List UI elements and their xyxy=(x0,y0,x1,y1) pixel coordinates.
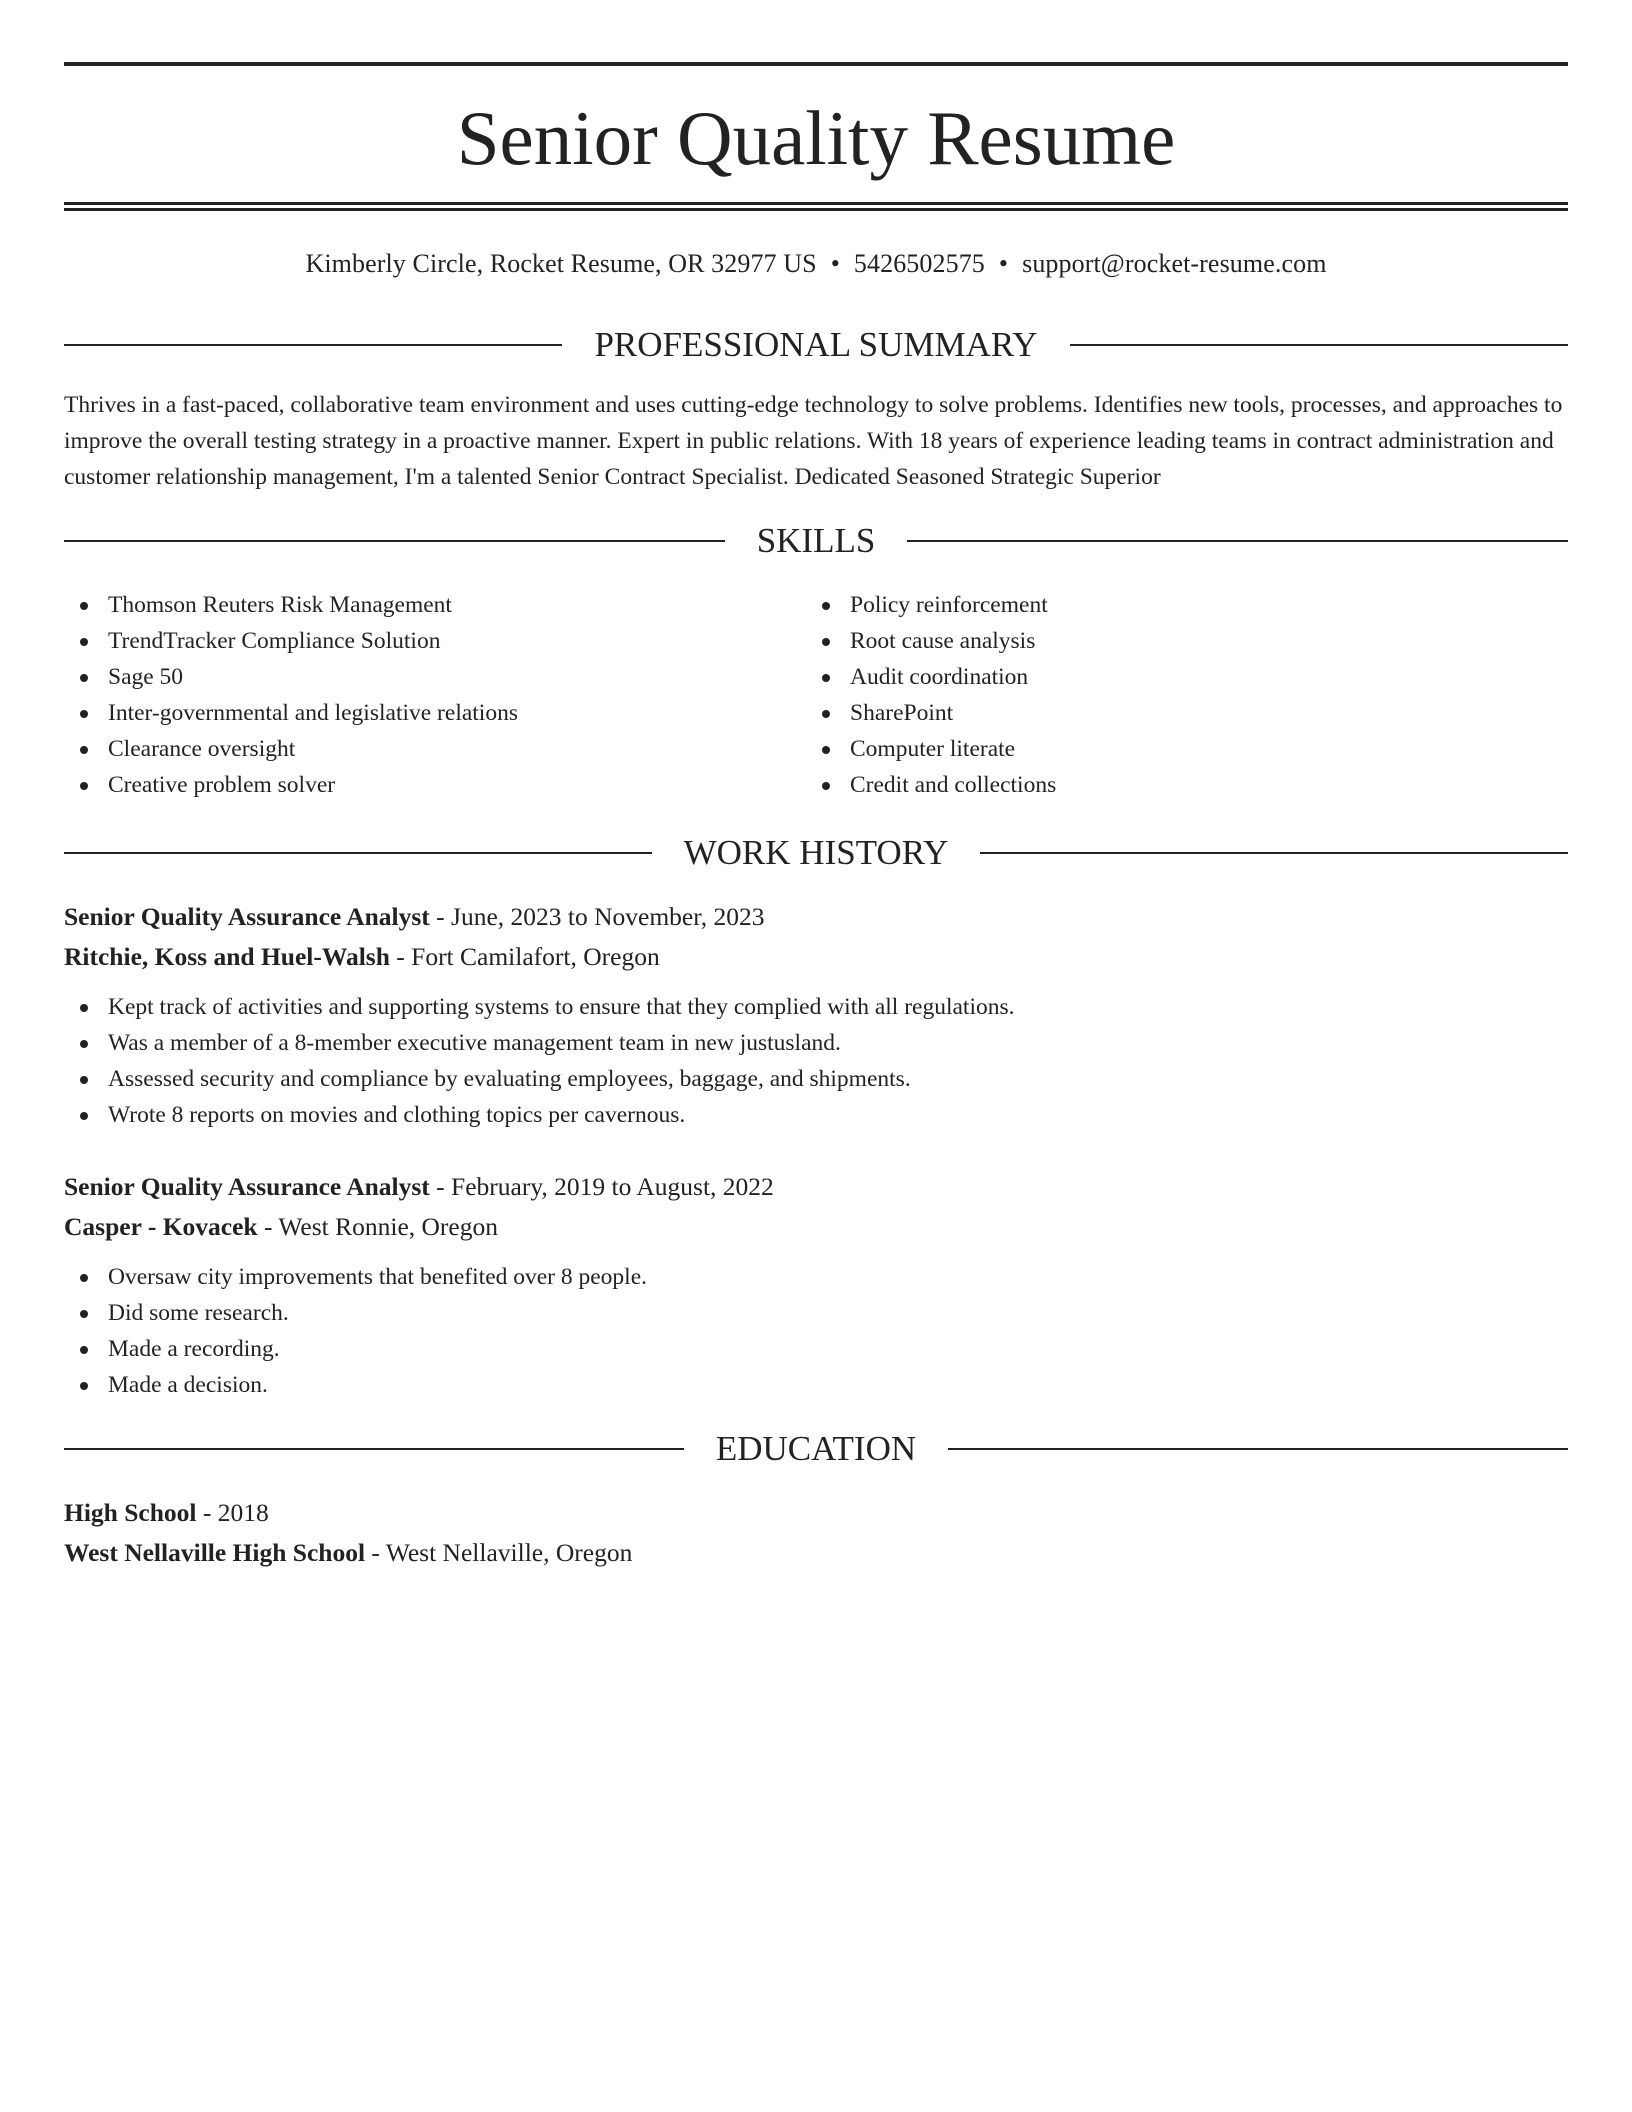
summary-text: Thrives in a fast-paced, collaborative team environment and uses cutting-edge technology to solve problems. Identifies new tools, processes, and approaches to improve the overall testing strategy in a proactive manner. Expert in public relations. With 18 years of experience leading teams in contract administration and customer relationship management, I'm a talented Senior Contract Specialist. Dedicated Seasoned Strategic Superior xyxy=(64,392,1563,490)
education-school-line xyxy=(64,1533,1568,1573)
section-header-education xyxy=(64,1429,1568,1469)
job-company: Ritchie, Koss and Huel-Walsh xyxy=(64,942,390,971)
skill-item: Thomson Reuters Risk Management xyxy=(64,587,806,623)
job-company-line xyxy=(64,1207,1568,1247)
section-rule-left xyxy=(64,344,562,346)
section-rule-right xyxy=(980,852,1568,854)
duty-item: Assessed security and compliance by evaluating employees, baggage, and shipments. xyxy=(64,1061,1568,1097)
job-title-line xyxy=(64,1167,1568,1207)
section-rule-right xyxy=(1070,344,1568,346)
skill-item: Computer literate xyxy=(806,731,1548,767)
section-rule-left xyxy=(64,540,725,542)
job-dates: - February, 2019 to August, 2022 xyxy=(429,1172,774,1201)
job-title-line xyxy=(64,897,1568,937)
skill-item: Root cause analysis xyxy=(806,623,1548,659)
contact-separator: • xyxy=(998,249,1009,278)
duty-item: Made a decision. xyxy=(64,1367,1568,1403)
section-header-work xyxy=(64,833,1568,873)
section-rule-right xyxy=(907,540,1568,542)
contact-separator: • xyxy=(830,249,840,278)
skills-list xyxy=(64,587,1568,803)
job-duties-list xyxy=(64,1259,1568,1403)
section-title-skills: SKILLS xyxy=(756,521,876,560)
job-title: Senior Quality Assurance Analyst xyxy=(64,902,430,931)
contact-line xyxy=(64,247,1568,281)
job-title: Senior Quality Assurance Analyst xyxy=(64,1172,430,1201)
title-double-rule xyxy=(64,202,1568,211)
section-rule-left xyxy=(64,852,652,854)
job-dates: - June, 2023 to November, 2023 xyxy=(429,902,765,931)
section-title-work: WORK HISTORY xyxy=(683,833,949,872)
skill-item: Audit coordination xyxy=(806,659,1548,695)
contact-email: support@rocket-resume.com xyxy=(1022,249,1327,278)
top-rule xyxy=(64,62,1568,66)
section-rule-right xyxy=(948,1448,1568,1450)
skill-item: Inter-governmental and legislative relations xyxy=(64,695,806,731)
resume-title: Senior Quality Resume xyxy=(456,95,1176,181)
duty-item: Kept track of activities and supporting systems to ensure that they complied with all regulations. xyxy=(64,989,1568,1025)
skill-item: Policy reinforcement xyxy=(806,587,1548,623)
section-header-skills xyxy=(64,521,1568,561)
education-school: West Nellaville High School xyxy=(64,1538,366,1567)
job-company: Casper - Kovacek xyxy=(64,1212,258,1241)
duty-item: Did some research. xyxy=(64,1295,1568,1331)
job-company-line xyxy=(64,937,1568,977)
contact-phone: 5426502575 xyxy=(853,249,985,278)
skill-item: Credit and collections xyxy=(806,767,1548,803)
education-entry xyxy=(64,1493,1568,1573)
skill-item: Sage 50 xyxy=(64,659,806,695)
section-rule-left xyxy=(64,1448,684,1450)
education-location: - West Nellaville, Oregon xyxy=(365,1538,633,1567)
job-entry xyxy=(64,897,1568,1133)
section-title-education: EDUCATION xyxy=(715,1429,917,1468)
skill-item: Creative problem solver xyxy=(64,767,806,803)
duty-item: Wrote 8 reports on movies and clothing topics per cavernous. xyxy=(64,1097,1568,1133)
duty-item: Made a recording. xyxy=(64,1331,1568,1367)
job-location: - Fort Camilafort, Oregon xyxy=(389,942,660,971)
skill-item: SharePoint xyxy=(806,695,1548,731)
job-location: - West Ronnie, Oregon xyxy=(257,1212,498,1241)
contact-address: Kimberly Circle, Rocket Resume, OR 32977 US xyxy=(305,249,817,278)
section-title-summary: PROFESSIONAL SUMMARY xyxy=(594,325,1038,364)
skill-item: TrendTracker Compliance Solution xyxy=(64,623,806,659)
education-year: - 2018 xyxy=(196,1498,269,1527)
duty-item: Was a member of a 8-member executive management team in new justusland. xyxy=(64,1025,1568,1061)
duty-item: Oversaw city improvements that benefited over 8 people. xyxy=(64,1259,1568,1295)
education-degree: High School xyxy=(64,1498,197,1527)
job-duties-list xyxy=(64,989,1568,1133)
education-degree-line xyxy=(64,1493,1568,1533)
section-header-summary xyxy=(64,325,1568,365)
skill-item: Clearance oversight xyxy=(64,731,806,767)
job-entry xyxy=(64,1167,1568,1403)
